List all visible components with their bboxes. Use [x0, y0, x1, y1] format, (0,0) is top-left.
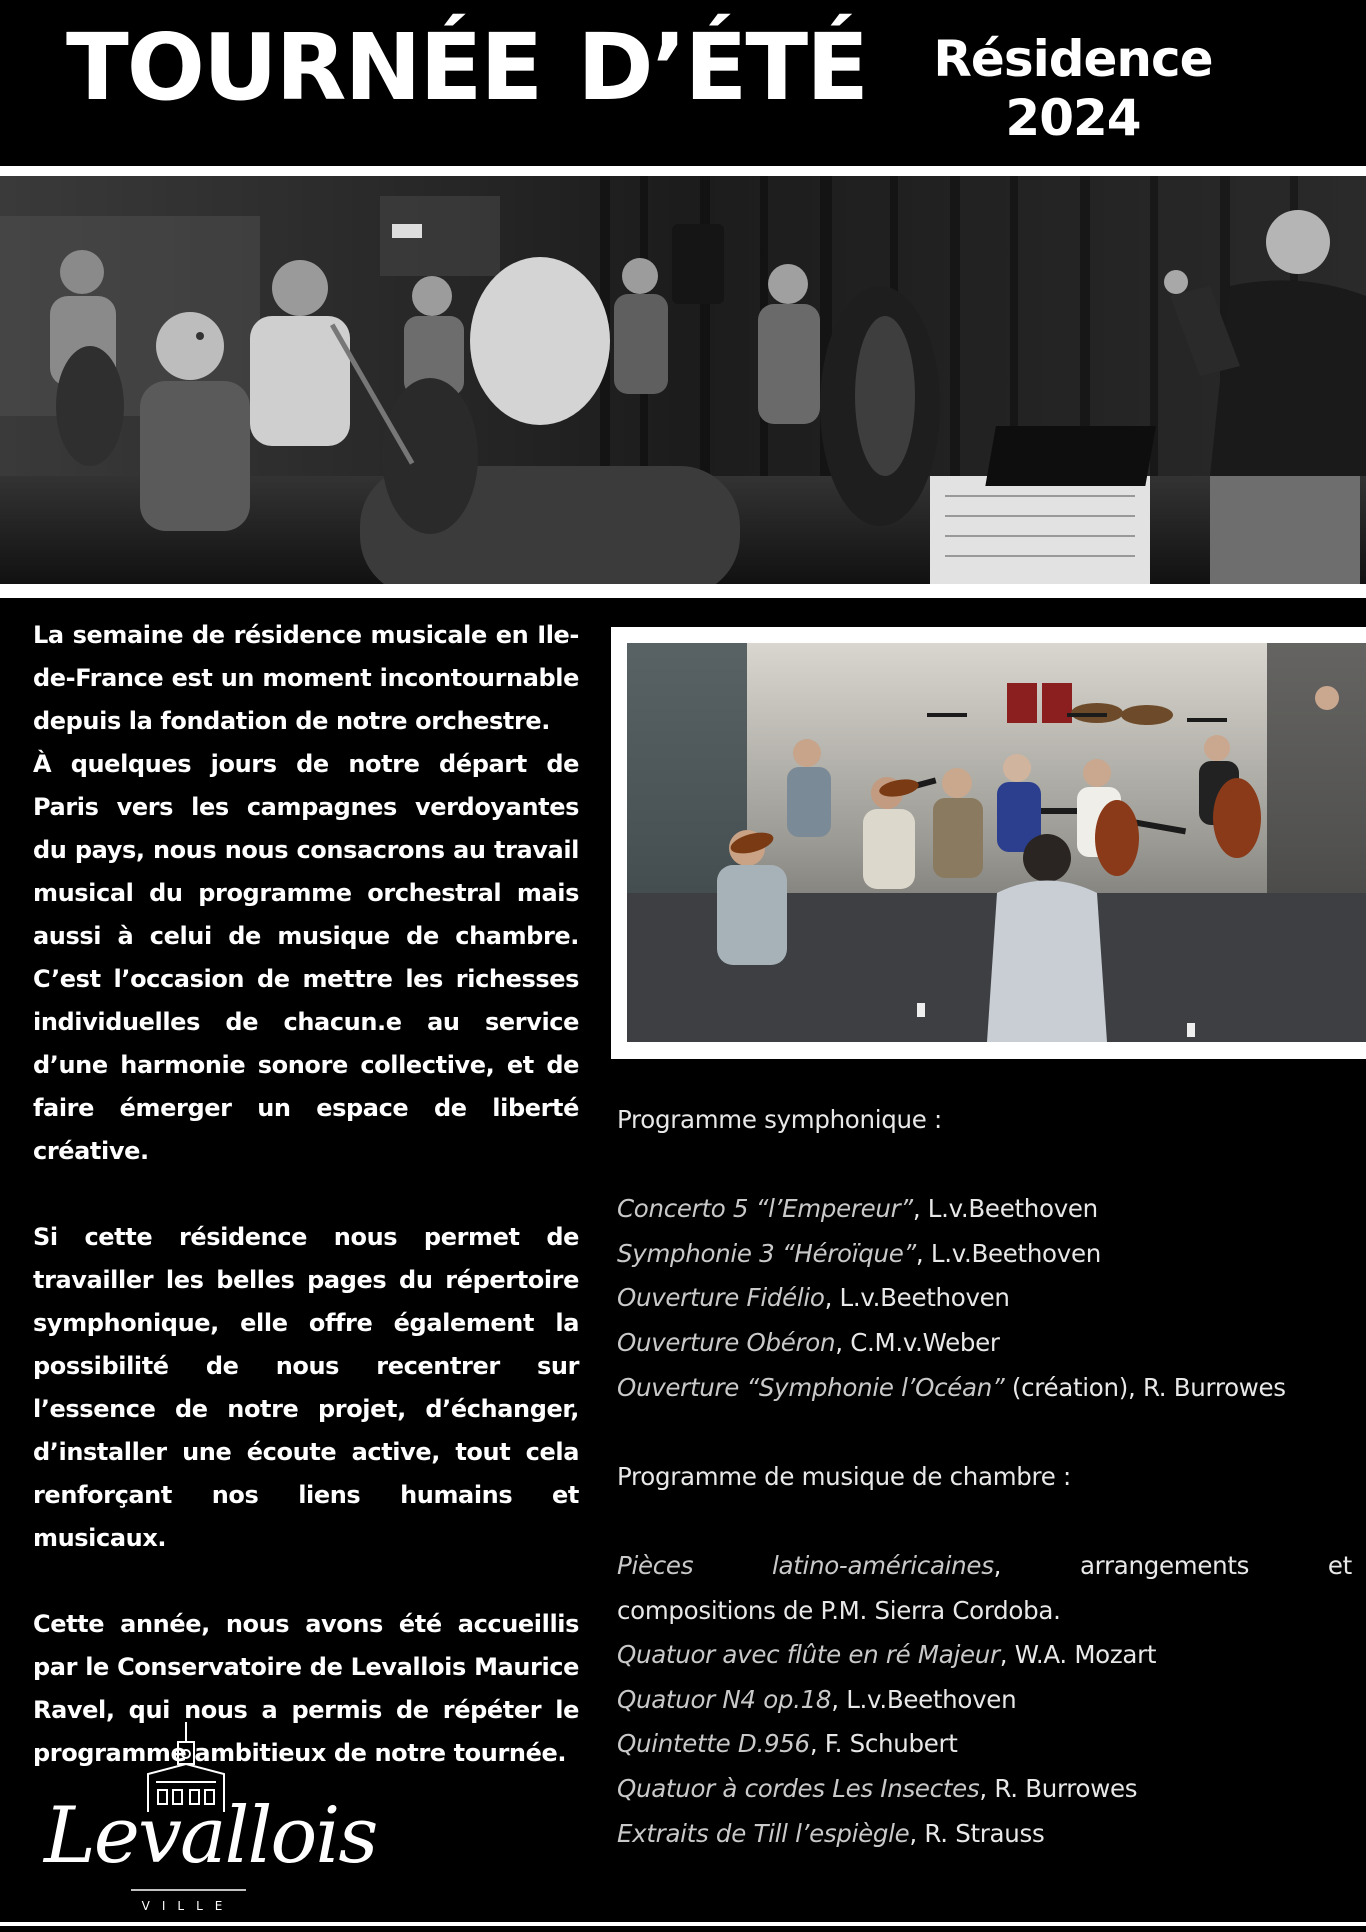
header-band	[0, 0, 1366, 166]
chamber-work-1: Pièces latino-américaines, arrangements et compositions de P.M. Sierra Cordoba.	[617, 1550, 1352, 1625]
divider-bottom	[0, 1922, 1366, 1926]
chamber-work-2: Quatuor avec flûte en ré Majeur, W.A. Mozart	[617, 1640, 1157, 1670]
intro-text	[33, 614, 579, 1818]
intro-paragraph-2: Si cette résidence nous permet de travailler les belles pages du répertoire symphonique, elle offre également la possibilité de nous recentrer sur l’essence de notre projet, d’échanger, d’installer une écoute active, tout cela renforçant nos liens humains et musicaux.	[33, 1223, 579, 1552]
programme-symphonique-heading: Programme symphonique :	[617, 1105, 942, 1134]
page-title: TOURNÉE D’ÉTÉ	[66, 14, 867, 121]
symphonic-work-5: Ouverture “Symphonie l’Océan” (création), R. Burrowes	[617, 1372, 1286, 1402]
residence-label: Résidence	[933, 30, 1213, 88]
divider-top	[0, 166, 1366, 176]
logo-subtitle: VILLE	[141, 1899, 235, 1913]
divider-mid	[0, 584, 1366, 598]
chamber-work-3: Quatuor N4 op.18, L.v.Beethoven	[617, 1684, 1017, 1714]
programme-chambre-heading: Programme de musique de chambre :	[617, 1461, 1072, 1491]
rehearsal-banner-photo	[0, 176, 1366, 584]
intro-paragraph-1: La semaine de résidence musicale en Ile-de-France est un moment incontournable depuis la fondation de notre orchestre. À quelques jours de notre départ de Paris vers les campagnes verdoyantes du pays, nous nous consacrons au travail musical du programme orchestral mais aussi à celui de musique de chambre. C’est l’occasion de mettre les richesses individuelles de chacun.e au service d’une harmonie sonore collective, et de faire émerger un espace de liberté créative.	[33, 621, 579, 1165]
chamber-work-5: Quatuor à cordes Les Insectes, R. Burrowes	[617, 1773, 1138, 1803]
orchestra-inset-photo	[627, 643, 1366, 1042]
symphonic-work-1: Concerto 5 “l’Empereur”, L.v.Beethoven	[617, 1194, 1098, 1224]
programme-section	[617, 1098, 1352, 1856]
residence-year: 2024	[1005, 89, 1141, 147]
intro-paragraph-3: Cette année, nous avons été accueillis par le Conservatoire de Levallois Maurice Ravel, qui nous a permis de répéter le programme ambitieux de notre tournée.	[33, 1610, 579, 1767]
logo-wordmark: Levallois	[44, 1791, 377, 1881]
residence-badge	[928, 30, 1218, 148]
chamber-work-6: Extraits de Till l’espiègle, R. Strauss	[617, 1818, 1045, 1848]
symphonic-work-4: Ouverture Obéron, C.M.v.Weber	[617, 1327, 1000, 1357]
levallois-logo	[36, 1712, 377, 1917]
symphonic-work-3: Ouverture Fidélio, L.v.Beethoven	[617, 1283, 1010, 1313]
chamber-work-4: Quintette D.956, F. Schubert	[617, 1729, 958, 1759]
symphonic-work-2: Symphonie 3 “Héroïque”, L.v.Beethoven	[617, 1238, 1101, 1268]
